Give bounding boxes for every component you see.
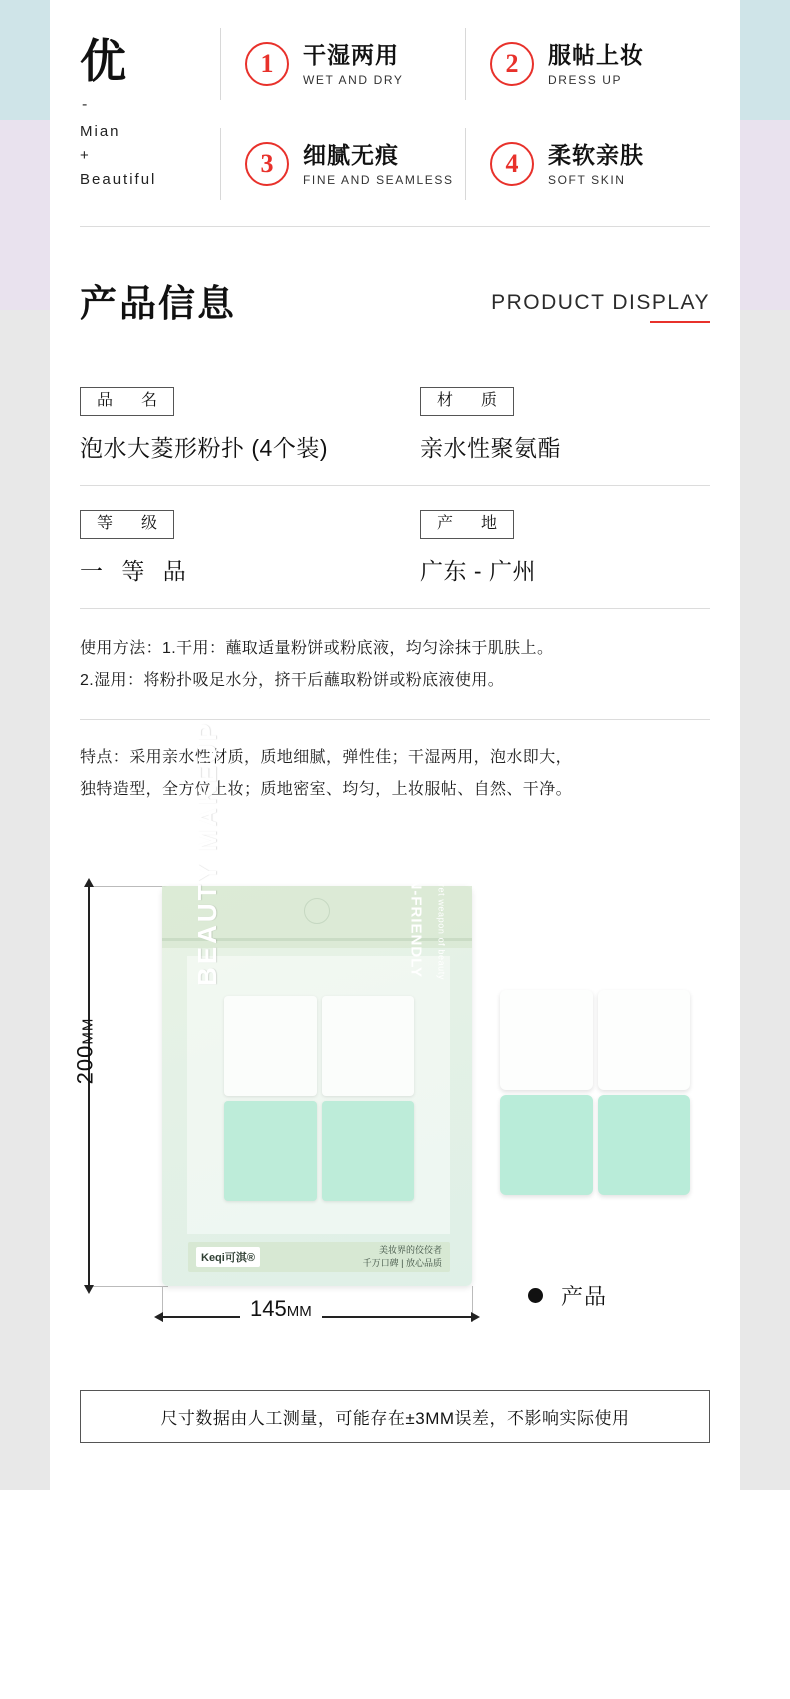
swatch-mint bbox=[500, 1095, 593, 1195]
feature-subtitle-4: SOFT SKIN bbox=[548, 172, 626, 187]
characteristics-block bbox=[80, 742, 710, 828]
spec-value-grade: 一 等 品 bbox=[80, 557, 192, 584]
feature-item-3 bbox=[220, 128, 465, 200]
package-hang-hole bbox=[304, 898, 330, 924]
feature-item-1 bbox=[220, 28, 465, 100]
usage-block bbox=[80, 633, 710, 720]
brand-line1: Mian bbox=[80, 123, 121, 140]
spec-label-name: 品 名 bbox=[80, 387, 174, 416]
feature-title-2: 服帖上妆 bbox=[548, 42, 644, 69]
section-divider bbox=[80, 226, 710, 227]
swatch-mint bbox=[598, 1095, 691, 1195]
width-unit: MM bbox=[286, 1302, 312, 1320]
width-value: 145 bbox=[250, 1295, 287, 1321]
title-underline bbox=[650, 321, 710, 323]
spec-cell-grade bbox=[80, 510, 370, 586]
characteristics-line-2: 独特造型，全方位上妆；质地密室、均匀，上妆服帖、自然、干净。 bbox=[80, 780, 573, 798]
page-title: 产品信息 bbox=[80, 283, 236, 324]
package-brand-badge: Keqi可淇® bbox=[196, 1247, 260, 1267]
feature-item-2 bbox=[465, 28, 710, 100]
feature-title-3: 细腻无痕 bbox=[303, 142, 399, 169]
spec-label-grade: 等 级 bbox=[80, 510, 174, 539]
spec-cell-name bbox=[80, 387, 370, 463]
feature-text-1 bbox=[303, 41, 404, 87]
package-slogan-line-1: 美妆界的佼佼者 bbox=[378, 1245, 442, 1256]
product-legend bbox=[528, 1280, 607, 1311]
spec-label-origin: 产 地 bbox=[420, 510, 514, 539]
usage-line-1: 使用方法：1.干用：蘸取适量粉饼或粉底液，均匀涂抹于肌肤上。 bbox=[80, 639, 554, 657]
feature-grid bbox=[220, 28, 710, 200]
spec-cell-material bbox=[370, 387, 710, 463]
page-title-en-wrap bbox=[491, 291, 710, 327]
features-section bbox=[50, 0, 740, 200]
decor-left-mid bbox=[0, 120, 50, 310]
characteristics-line-1: 特点：采用亲水性材质，质地细腻，弹性佳；干湿两用，泡水即大， bbox=[80, 748, 573, 766]
package-slogan bbox=[363, 1244, 442, 1268]
feature-text-2 bbox=[548, 41, 644, 87]
feature-subtitle-2: DRESS UP bbox=[548, 72, 623, 87]
spec-cell-origin bbox=[370, 510, 710, 586]
spec-row bbox=[80, 387, 710, 486]
height-unit: MM bbox=[79, 1017, 97, 1045]
brand-line2: Beautiful bbox=[80, 171, 157, 188]
spec-value-name: 泡水大菱形粉扑 (4个装) bbox=[80, 434, 328, 461]
feature-text-3 bbox=[303, 141, 454, 187]
package-puff-grid bbox=[224, 996, 414, 1201]
puff-white bbox=[322, 996, 415, 1096]
feature-number-4: 4 bbox=[490, 142, 534, 186]
guide-line-bottom bbox=[88, 1286, 168, 1287]
decor-right-top bbox=[740, 0, 790, 120]
measurement-note: 尺寸数据由人工测量，可能存在±3MM误差，不影响实际使用 bbox=[80, 1390, 710, 1443]
feature-item-4 bbox=[465, 128, 710, 200]
spec-table bbox=[80, 387, 710, 609]
feature-subtitle-3: FINE AND SEAMLESS bbox=[303, 172, 454, 187]
decor-right-low bbox=[740, 310, 790, 1490]
product-detail-page bbox=[50, 0, 740, 1699]
feature-text-4 bbox=[548, 141, 644, 187]
guide-line-top bbox=[88, 886, 168, 887]
brand-char: 优 bbox=[80, 35, 128, 87]
product-swatch-group bbox=[500, 990, 690, 1195]
brand-plus: + bbox=[80, 147, 91, 164]
brand-mark bbox=[80, 28, 220, 192]
swatch-white bbox=[598, 990, 691, 1090]
decor-left-low bbox=[0, 310, 50, 1490]
swatch-white bbox=[500, 990, 593, 1090]
puff-mint bbox=[322, 1101, 415, 1201]
feature-title-1: 干湿两用 bbox=[303, 42, 399, 69]
feature-number-3: 3 bbox=[245, 142, 289, 186]
spec-label-material: 材 质 bbox=[420, 387, 514, 416]
spec-value-material: 亲水性聚氨酯 bbox=[420, 434, 561, 461]
height-value: 200 bbox=[72, 1044, 98, 1084]
page-title-en: PRODUCT DISPLAY bbox=[491, 291, 710, 314]
legend-label: 产品 bbox=[561, 1283, 608, 1309]
feature-subtitle-1: WET AND DRY bbox=[303, 72, 404, 87]
package-subtitle-en: SKIN-FRIENDLY bbox=[407, 850, 424, 978]
feature-number-1: 1 bbox=[245, 42, 289, 86]
usage-line-2: 2.湿用：将粉扑吸足水分，挤干后蘸取粉饼或粉底液使用。 bbox=[80, 671, 505, 689]
height-label bbox=[72, 1017, 98, 1084]
product-info-header bbox=[80, 273, 710, 327]
height-arrow bbox=[88, 886, 90, 1286]
spec-value-origin: 广东 - 广州 bbox=[420, 557, 536, 584]
brand-dash: - bbox=[82, 96, 89, 113]
feature-number-2: 2 bbox=[490, 42, 534, 86]
package-title: BEAUTY MAKEUP bbox=[192, 720, 222, 986]
width-label bbox=[240, 1296, 322, 1322]
package-footer bbox=[188, 1242, 450, 1272]
package-slogan-line-2: 千万口碑 | 放心品质 bbox=[362, 1257, 442, 1268]
legend-dot-icon bbox=[528, 1288, 543, 1303]
spec-row bbox=[80, 510, 710, 609]
decor-left-top bbox=[0, 0, 50, 120]
puff-mint bbox=[224, 1101, 317, 1201]
feature-title-4: 柔软亲肤 bbox=[548, 142, 644, 169]
decor-right-mid bbox=[740, 120, 790, 310]
package-tagline-en: The secret weapon of beauty bbox=[436, 847, 446, 980]
puff-white bbox=[224, 996, 317, 1096]
